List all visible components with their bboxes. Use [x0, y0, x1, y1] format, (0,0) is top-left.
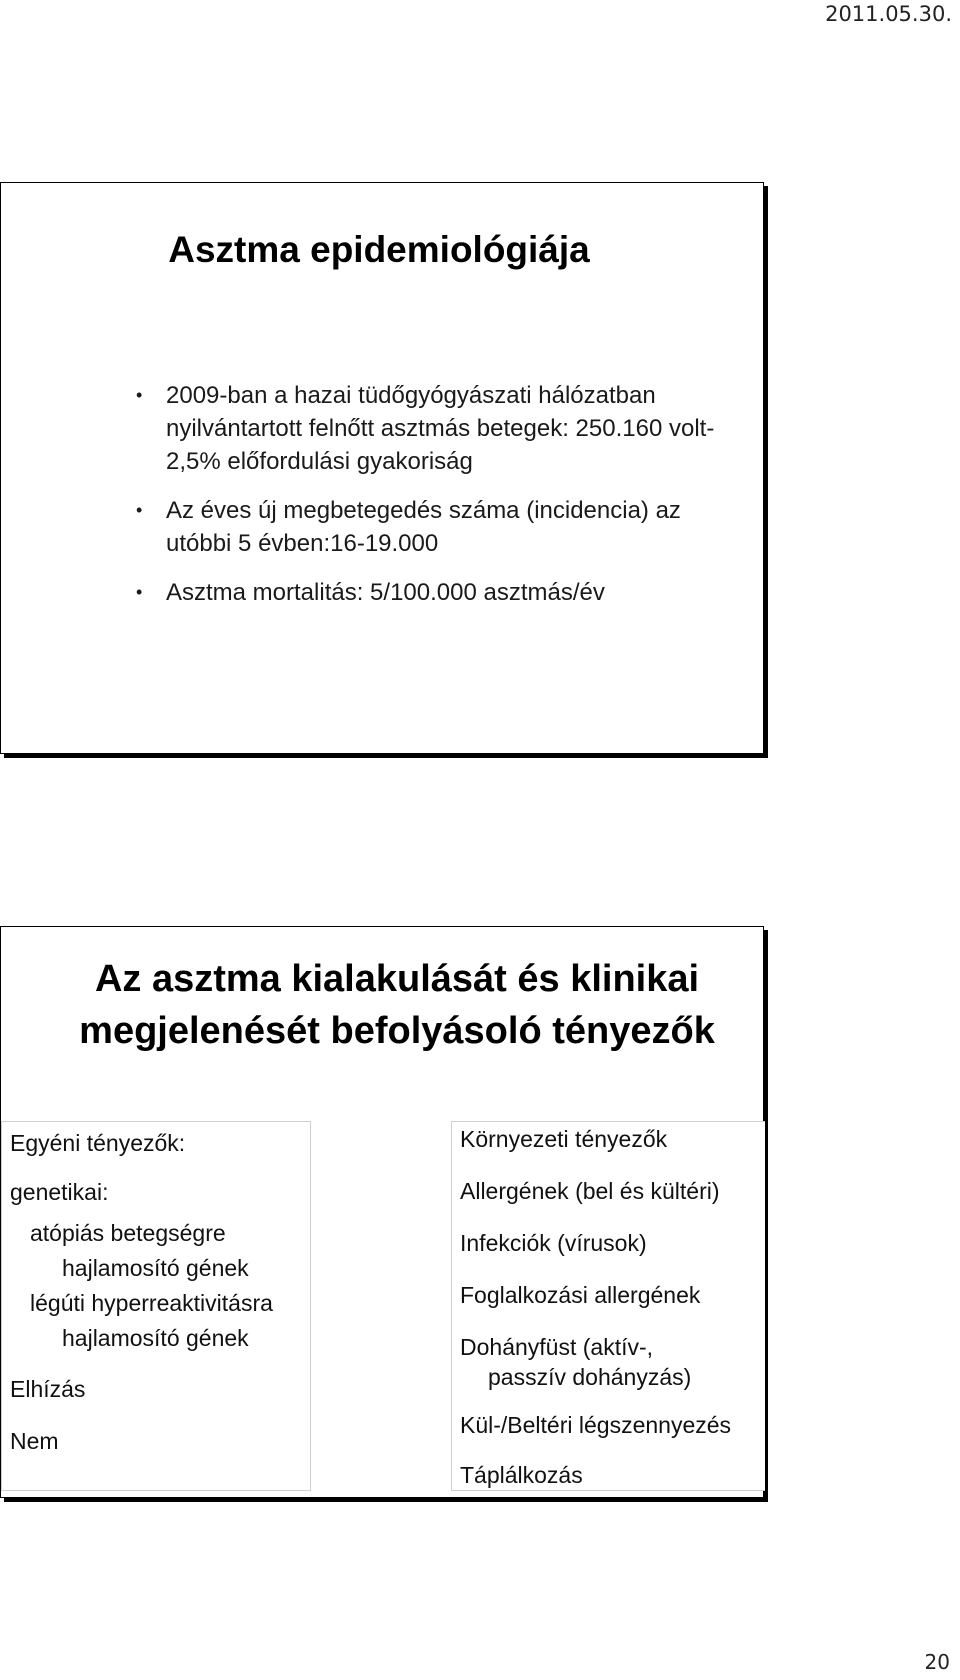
page-date: 2011.05.30.: [825, 2, 952, 26]
bullet-list: [136, 379, 746, 625]
genetic-label: genetikai:: [10, 1179, 109, 1205]
bullet-icon: •: [136, 582, 143, 602]
list-item: [136, 576, 746, 609]
genetic-line: hajlamosító gének: [62, 1255, 249, 1281]
environmental-item: passzív dohányzás): [488, 1364, 692, 1390]
bullet-icon: •: [136, 385, 143, 405]
sex-item: Nem: [10, 1428, 59, 1454]
individual-factors-box: [1, 1121, 311, 1491]
environmental-item: Allergének (bel és kültéri): [460, 1178, 720, 1204]
environmental-factors-heading: Környezeti tényezők: [460, 1126, 668, 1152]
slide-title: Asztma epidemiológiája: [168, 229, 590, 270]
environmental-item: Foglalkozási allergének: [460, 1282, 701, 1308]
slide-epidemiology: [0, 182, 764, 754]
page-number: 20: [924, 1650, 950, 1674]
environmental-item: Dohányfüst (aktív-,: [460, 1334, 654, 1360]
environmental-item: Táplálkozás: [460, 1462, 583, 1488]
slide-factors: [0, 926, 764, 1498]
bullet-text: Az éves új megbetegedés száma (incidencia) az utóbbi 5 évben:16-19.000: [166, 497, 681, 557]
obesity-item: Elhízás: [10, 1376, 86, 1402]
slide-title: Az asztma kialakulását és klinikai megjelenését befolyásoló tényezők: [79, 958, 715, 1052]
environmental-item: Infekciók (vírusok): [460, 1230, 647, 1256]
list-item: [136, 379, 746, 478]
environmental-item: Kül-/Beltéri légszennyezés: [460, 1412, 732, 1438]
environmental-factors-box: [451, 1121, 765, 1491]
list-item: [136, 494, 746, 560]
genetic-line: hajlamosító gének: [62, 1325, 249, 1351]
genetic-line: atópiás betegségre: [30, 1220, 226, 1246]
bullet-icon: •: [136, 500, 143, 520]
bullet-text: Asztma mortalitás: 5/100.000 asztmás/év: [166, 579, 605, 606]
genetic-line: légúti hyperreaktivitásra: [30, 1290, 273, 1316]
individual-factors-heading: Egyéni tényezők:: [10, 1130, 186, 1156]
bullet-text: 2009-ban a hazai tüdőgyógyászati hálózatban nyilvántartott felnőtt asztmás betegek: 250.160 volt- 2,5% előfordulási gyakoriság: [166, 382, 715, 475]
